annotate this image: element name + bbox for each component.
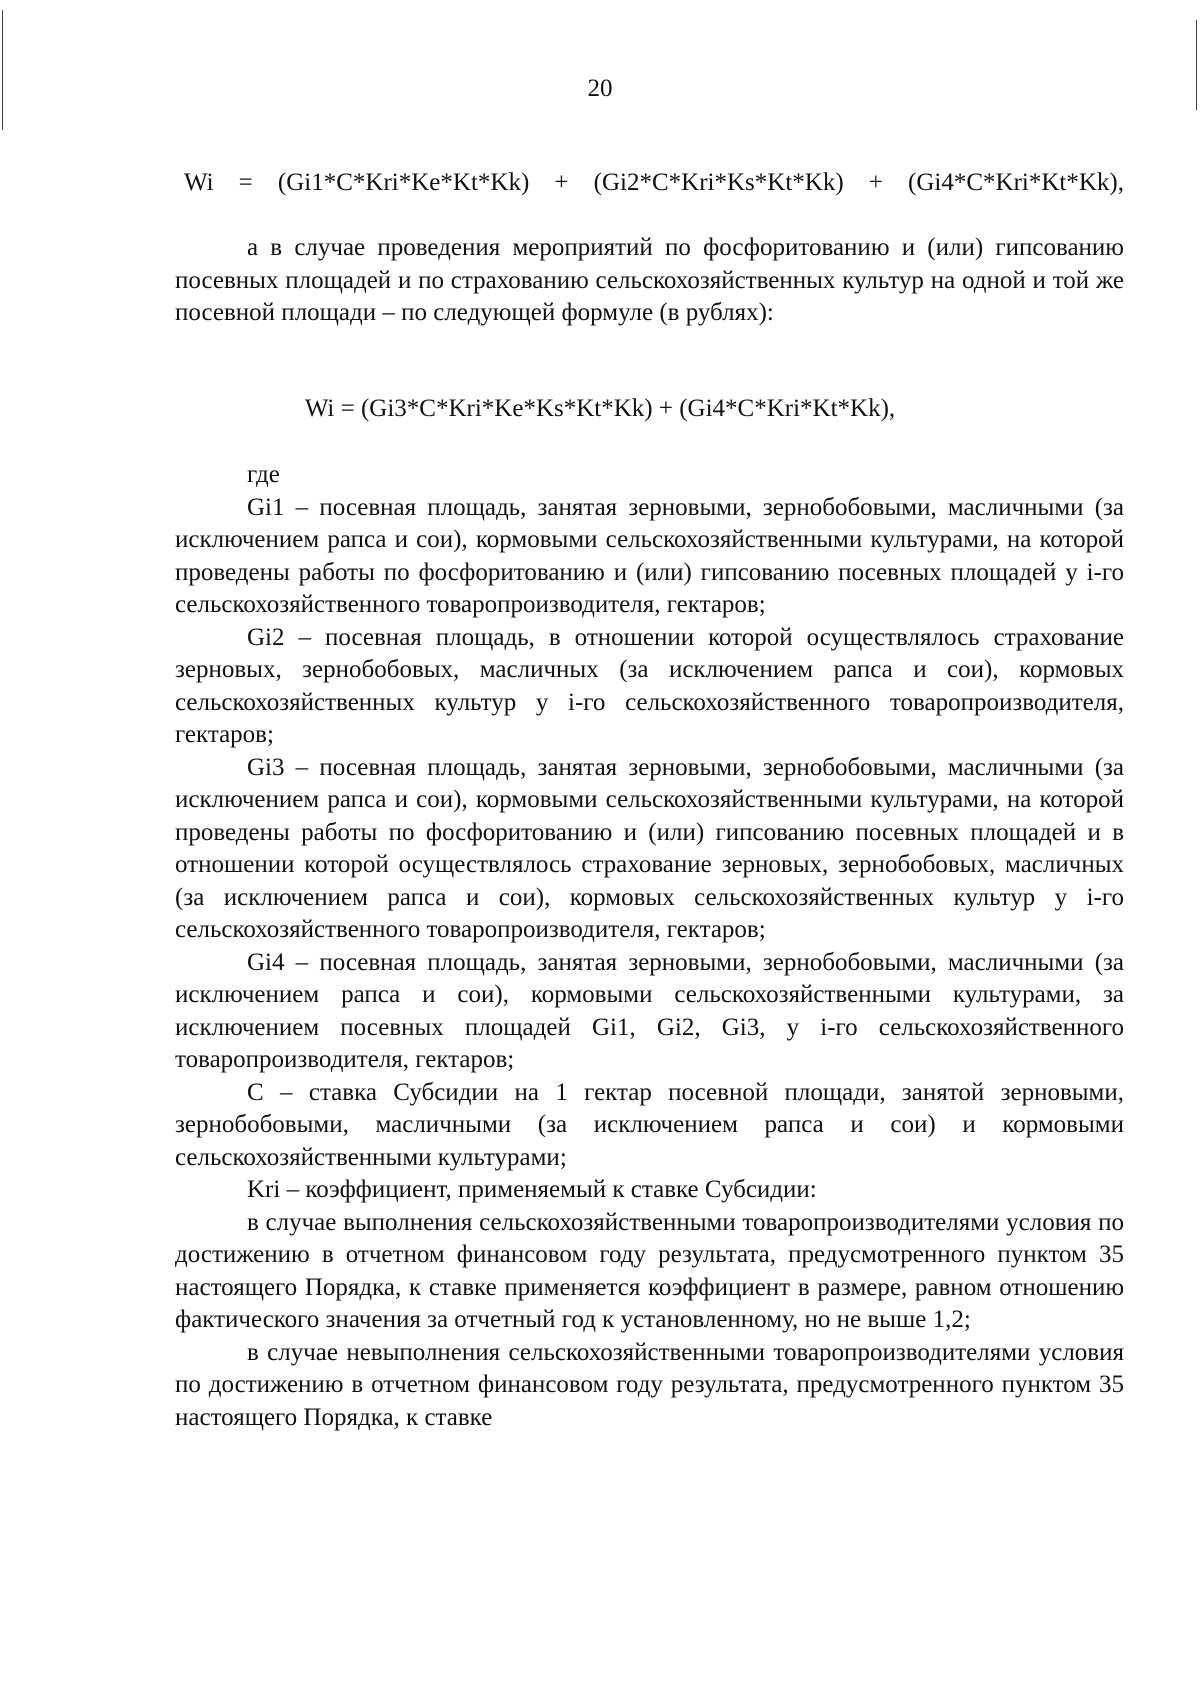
kri-case-not-fulfilled: в случае невыполнения сельскохозяйственными товаропроизводителями условия по достижению в отчетном финансовом году результата, предусмотренного пунктом 35 настоящего Порядка, к ставке [175, 1338, 1124, 1431]
page-number: 20 [587, 75, 613, 102]
definition-gi1: Gi1 – посевная площадь, занятая зерновыми, зернобобовыми, масличными (за исключением рапса и сои), кормовыми сельскохозяйственными культурами, на которой проведены работы по фосфоритованию и (или) гипсованию посевных площадей у i-го сельскохозяйственного товаропроизводителя, гектаров; [175, 493, 1124, 618]
scan-edge-mark-right [1196, 20, 1197, 110]
definitions-block [175, 459, 1124, 1434]
definition-gi2: Gi2 – посевная площадь, в отношении которой осуществлялось страхование зерновых, зернобобовых, масличных (за исключением рапса и сои), кормовых сельскохозяйственных культур у i-го сельскохозяйственного товаропроизводителя, гектаров; [175, 623, 1124, 748]
definition-gi4: Gi4 – посевная площадь, занятая зерновыми, зернобобовыми, масличными (за исключением рапса и сои), кормовыми сельскохозяйственными культурами, за исключением посевных площадей Gi1, Gi2, Gi3, у i-го сельскохозяйственного товаропроизводителя, гектаров; [175, 948, 1124, 1073]
definition-kri: Kri – коэффициент, применяемый к ставке Субсидии: [247, 1176, 817, 1203]
formula-wi-combined: Wi = (Gi3*C*Kri*Ke*Ks*Kt*Kk) + (Gi4*C*Kri*Kt*Kk), [304, 395, 896, 422]
intro-paragraph: а в случае проведения мероприятий по фосфоритованию и (или) гипсованию посевных площадей и по страхованию сельскохозяйственных культур на одной и той же посевной площади – по следующей формуле (в рублях): [175, 234, 1124, 326]
where-label: где [247, 461, 280, 488]
scan-edge-mark-left [2, 10, 3, 130]
kri-case-fulfilled: в случае выполнения сельскохозяйственными товаропроизводителями условия по достижению в отчетном финансовом году результата, предусмотренного пунктом 35 настоящего Порядка, к ставке применяется коэффициент в размере, равном отношению фактического значения за отчетный год к установленному, но не выше 1,2; [175, 1208, 1124, 1333]
formula-wi-general: Wi = (Gi1*C*Kri*Ke*Kt*Kk) + (Gi2*C*Kri*Ks*Kt*Kk) + (Gi4*C*Kri*Kt*Kk), [184, 169, 1124, 196]
definition-c: С – ставка Субсидии на 1 гектар посевной площади, занятой зерновыми, зернобобовыми, масличными (за исключением рапса и сои) и кормовыми сельскохозяйственными культурами; [175, 1078, 1124, 1171]
definition-gi3: Gi3 – посевная площадь, занятая зерновыми, зернобобовыми, масличными (за исключением рапса и сои), кормовыми сельскохозяйственными культурами, на которой проведены работы по фосфоритованию и (или) гипсованию посевных площадей и в отношении которой осуществлялось страхование зерновых, зернобобовых, масличных (за исключением рапса и сои), кормовых сельскохозяйственных культур у i-го сельскохозяйственного товаропроизводителя, гектаров; [175, 753, 1124, 943]
intro-block [175, 232, 1124, 330]
